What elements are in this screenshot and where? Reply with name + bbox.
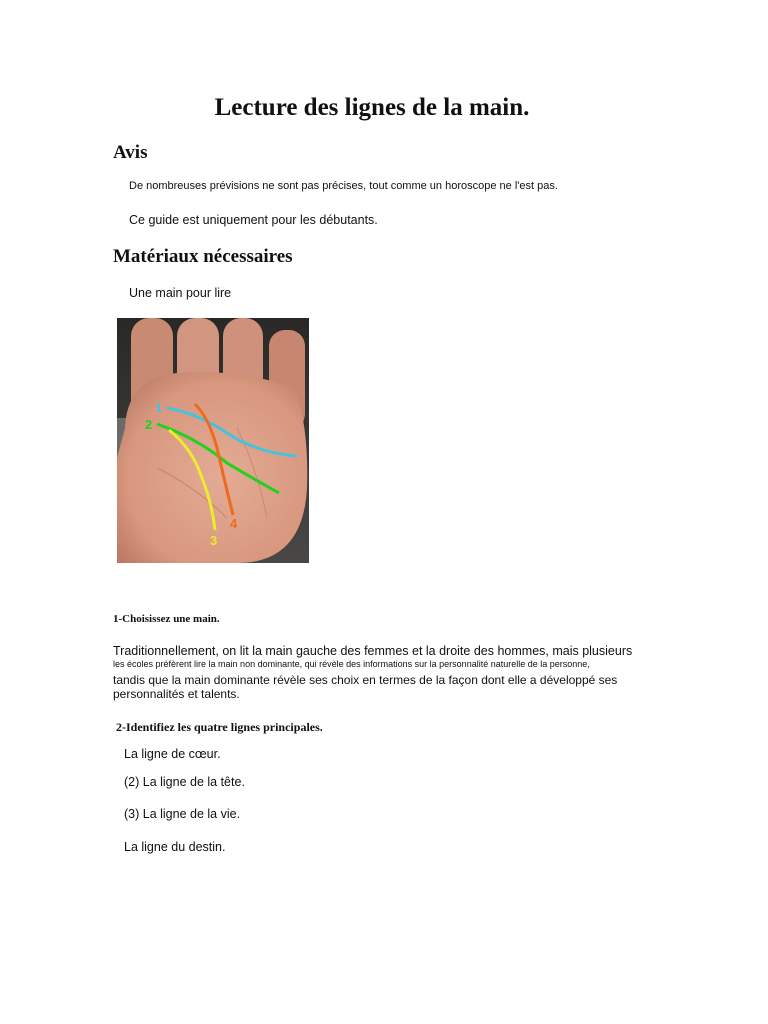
step-1-paragraph-line: Traditionnellement, on lit la main gauche des femmes et la droite des hommes, mais plusieurs: [113, 644, 633, 658]
line-label-4: 4: [230, 516, 238, 531]
line-label-2: 2: [145, 417, 153, 432]
step-1-paragraph-line: les écoles préfèrent lire la main non dominante, qui révèle des informations sur la personnalité naturelle de la personne,: [113, 659, 590, 669]
avis-paragraph: De nombreuses prévisions ne sont pas précises, tout comme un horoscope ne l'est pas.: [129, 180, 558, 192]
page-title: Lecture des lignes de la main.: [214, 94, 530, 121]
line-label-1: 1: [155, 400, 163, 415]
list-item-fate-line: La ligne du destin.: [124, 840, 226, 854]
list-item-life-line: (3) La ligne de la vie.: [124, 807, 241, 821]
step-2-heading: 2-Identifiez les quatre lignes principales.: [116, 720, 323, 734]
step-1-heading: 1-Choisissez une main.: [113, 613, 220, 625]
section-heading-avis: Avis: [113, 142, 148, 163]
list-item-head-line: (2) La ligne de la tête.: [124, 775, 245, 789]
line-label-3: 3: [210, 533, 218, 548]
section-heading-materiaux: Matériaux nécessaires: [113, 246, 293, 267]
step-1-paragraph-line: tandis que la main dominante révèle ses choix en termes de la façon dont elle a développé ses: [113, 673, 618, 687]
palm-lines-photo: [117, 318, 309, 563]
list-item-heart-line: La ligne de cœur.: [124, 747, 221, 761]
avis-paragraph: Ce guide est uniquement pour les débutants.: [129, 213, 378, 227]
materiaux-item: Une main pour lire: [129, 286, 232, 300]
step-1-paragraph-line: personnalités et talents.: [113, 687, 240, 701]
